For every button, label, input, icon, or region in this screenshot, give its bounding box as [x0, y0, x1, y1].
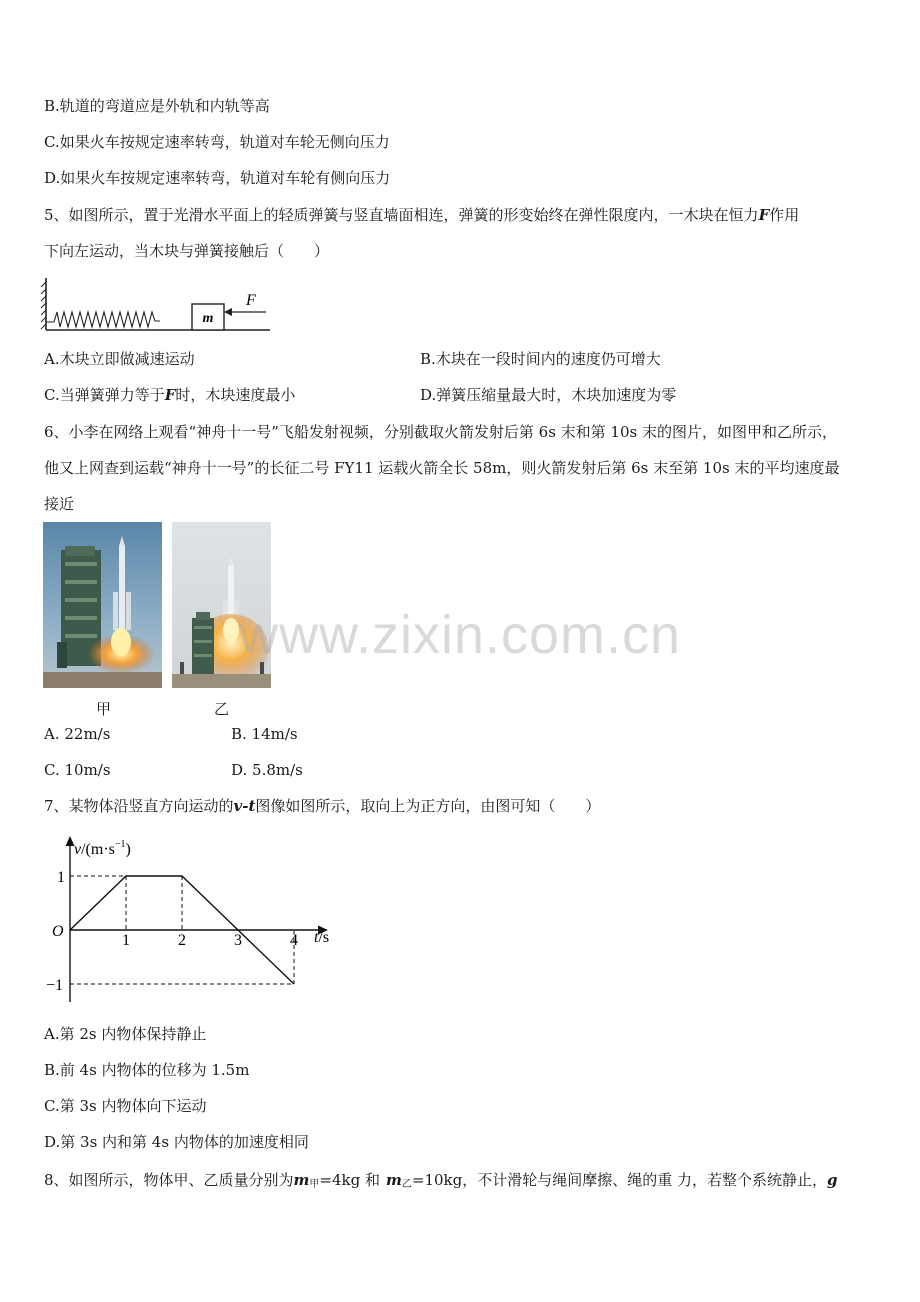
- q5-option-c: [44, 385, 295, 405]
- q5-option-d: D.弹簧压缩量最大时，木块加速度为零: [420, 386, 677, 404]
- q6-option-d: D. 5.8m/s: [231, 761, 303, 779]
- caption-jia: 甲: [96, 700, 112, 718]
- y-axis-unit: /(m·s: [81, 841, 115, 858]
- y-axis-label: [74, 839, 131, 858]
- q5-spring-block-figure: [40, 274, 272, 336]
- x-tick-label: 3: [234, 932, 242, 949]
- origin-label: O: [52, 923, 64, 940]
- q5-option-a: A.木块立即做减速运动: [44, 350, 195, 368]
- y-tick-label: 1: [57, 869, 65, 886]
- q7-stem: [44, 796, 600, 816]
- q6-stem-line2: 他又上网查到运载“神舟十一号”的长征二号 FY11 运载火箭全长 58m，则火箭发射后第 6s 末至第 10s 末的平均速度最: [44, 459, 840, 477]
- vt-graph: [40, 832, 340, 1002]
- q7-option-b: B.前 4s 内物体的位移为 1.5m: [44, 1061, 250, 1079]
- q8-m-yi: m: [386, 1171, 402, 1189]
- q5-option-c-a: C.当弹簧弹力等于: [44, 386, 165, 404]
- q5-stem-text-end: 作用: [769, 206, 800, 224]
- q7-stem-vt: v-t: [233, 797, 256, 815]
- tick-labels: [46, 869, 298, 994]
- q8-stem: [44, 1170, 838, 1195]
- q8-m-jia: m: [293, 1171, 310, 1189]
- x-tick-label: 1: [122, 932, 130, 949]
- q6-option-b: B. 14m/s: [231, 725, 298, 743]
- watermark: www.zixin.com.cn: [238, 605, 682, 665]
- spring: [46, 312, 160, 327]
- q4-option-b: B.轨道的弯道应是外轨和内轨等高: [44, 97, 270, 115]
- q4-option-c: C.如果火车按规定速率转弯，轨道对车轮无侧向压力: [44, 133, 390, 151]
- force-label: F: [246, 292, 256, 309]
- q8-sub-jia: 甲: [309, 1179, 320, 1190]
- q8-val-yi: =10kg，不计滑轮与绳间摩擦、绳的重 力，若整个系统静止，: [411, 1171, 827, 1189]
- q8-g: g: [827, 1171, 838, 1189]
- q8-val-jia: =4kg 和: [319, 1171, 380, 1189]
- y-axis-var: v: [74, 841, 82, 858]
- x-axis-label: [314, 929, 329, 946]
- q4-option-d: D.如果火车按规定速率转弯，轨道对车轮有侧向压力: [44, 169, 391, 187]
- q5-force-symbol: F: [758, 206, 770, 224]
- q6-stem-line3: 接近: [44, 495, 75, 513]
- q5-option-b: B.木块在一段时间内的速度仍可增大: [420, 350, 661, 368]
- x-tick-label: 2: [178, 932, 186, 949]
- y-tick-label: −1: [46, 977, 64, 994]
- q6-option-a: A. 22m/s: [44, 725, 111, 743]
- q8-text-a: 8、如图所示，物体甲、乙质量分别为: [44, 1171, 294, 1189]
- q5-stem-line2: 下向左运动，当木块与弹簧接触后（ ）: [44, 242, 330, 260]
- q5-option-c-b: 时，木块速度最小: [175, 386, 296, 404]
- q7-option-a: A.第 2s 内物体保持静止: [44, 1025, 207, 1043]
- q7-stem-a: 7、某物体沿竖直方向运动的: [44, 797, 234, 815]
- q6-option-c: C. 10m/s: [44, 761, 111, 779]
- q5-stem-text: 5、如图所示，置于光滑水平面上的轻质弹簧与竖直墙面相连，弹簧的形变始终在弹性限度内，一木块在恒力: [44, 206, 759, 224]
- x-axis-unit: /s: [318, 929, 330, 946]
- y-axis-close: ): [125, 841, 131, 858]
- q5-option-c-F: F: [164, 386, 176, 404]
- q7-option-c: C.第 3s 内物体向下运动: [44, 1097, 207, 1115]
- caption-yi: 乙: [214, 700, 230, 718]
- y-axis-exp: −1: [114, 839, 126, 850]
- x-axis-var: t: [314, 929, 319, 946]
- q5-stem-line1: [44, 205, 799, 225]
- q7-option-d: D.第 3s 内和第 4s 内物体的加速度相同: [44, 1133, 309, 1151]
- force-arrow-head: [224, 308, 232, 316]
- block-label: m: [202, 311, 214, 326]
- x-tick-label: 4: [290, 932, 298, 949]
- q6-stem-line1: 6、小李在网络上观看“神舟十一号”飞船发射视频，分别截取火箭发射后第 6s 末和第 10s 末的图片，如图甲和乙所示，: [44, 423, 837, 441]
- q8-sub-yi: 乙: [401, 1179, 412, 1190]
- q7-stem-b: 图像如图所示，取向上为正方向，由图可知（ ）: [255, 797, 601, 815]
